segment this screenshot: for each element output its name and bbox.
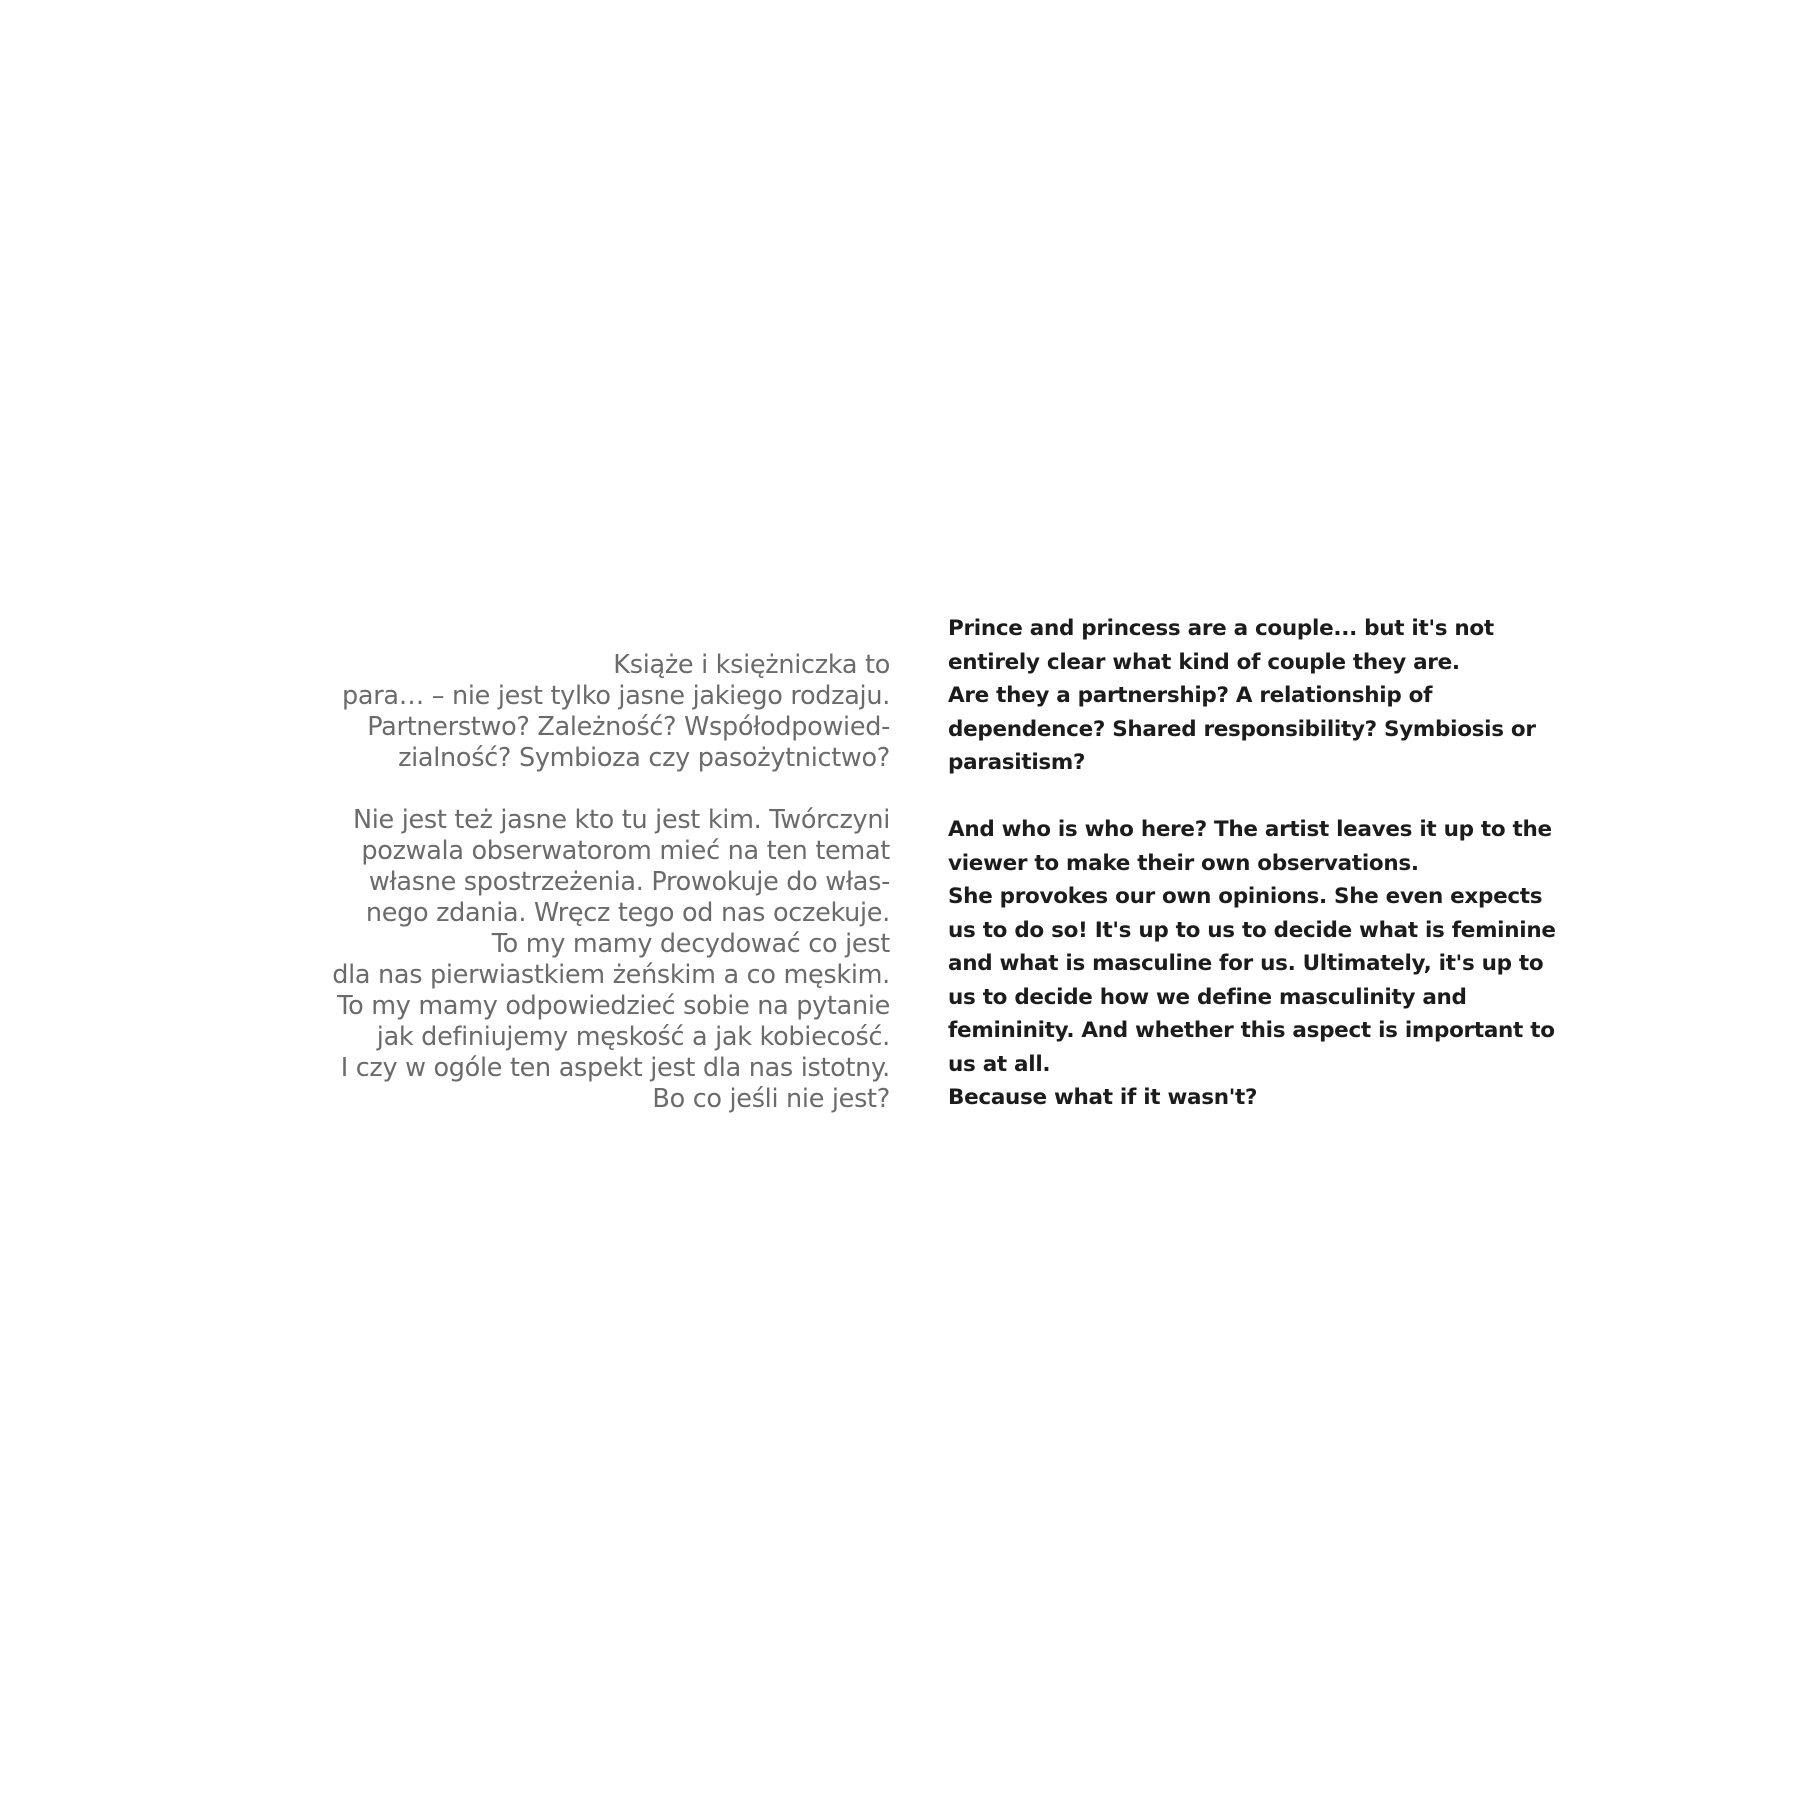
text-line: entirely clear what kind of couple they are. (948, 649, 1460, 675)
english-text-column (948, 612, 1556, 1115)
text-line: nego zdania. Wręcz tego od nas oczekuje. (365, 898, 890, 928)
text-line: And who is who here? The artist leaves it up to the (948, 817, 1552, 842)
text-line: To my mamy decydować co jest (491, 929, 890, 959)
text-line: us to do so! It's up to us to decide what is feminine (948, 917, 1556, 943)
english-paragraph-1 (948, 612, 1536, 780)
text-line: Partnerstwo? Zależność? Współodpowied- (367, 712, 890, 742)
text-line: Nie jest też jasne kto tu jest kim. Twórczyni (352, 805, 890, 835)
text-line: Are they a partnership? A relationship of (948, 683, 1433, 708)
polish-paragraph-2 (300, 805, 890, 1115)
text-line: para… – nie jest tylko jasne jakiego rodzaju. (342, 681, 890, 711)
text-line: femininity. And whether this aspect is important to (948, 1018, 1555, 1043)
text-line: dependence? Shared responsibility? Symbiosis or (948, 716, 1536, 742)
text-line: I czy w ogóle ten aspekt jest dla nas istotny. (340, 1053, 890, 1083)
text-line: zialność? Symbioza czy pasożytnictwo? (398, 743, 890, 773)
paragraph-spacer (948, 780, 1508, 814)
paragraph-spacer (300, 774, 890, 805)
text-line: parasitism? (948, 750, 1086, 775)
text-line: Książe i księżniczka to (613, 650, 890, 680)
text-line: us at all. (948, 1051, 1051, 1077)
polish-text-column (300, 650, 890, 1115)
text-line: pozwala obserwatorom mieć na ten temat (361, 836, 890, 866)
text-line: Bo co jeśli nie jest? (652, 1084, 890, 1114)
text-line: jak definiujemy męskość a jak kobiecość. (376, 1022, 890, 1052)
text-line: Prince and princess are a couple... but it's not (948, 616, 1494, 641)
text-line: She provokes our own opinions. She even expects (948, 884, 1543, 909)
text-line: własne spostrzeżenia. Prowokuje do włas- (368, 867, 890, 897)
text-line: and what is masculine for us. Ultimately, it's up to (948, 951, 1544, 976)
text-line: Because what if it wasn't? (948, 1085, 1258, 1110)
text-line: us to decide how we define masculinity and (948, 984, 1467, 1010)
text-line: viewer to make their own observations. (948, 850, 1419, 876)
text-line: dla nas pierwiastkiem żeńskim a co męskim. (332, 960, 890, 990)
polish-paragraph-1 (300, 650, 890, 774)
text-line: To my mamy odpowiedzieć sobie na pytanie (337, 991, 890, 1021)
english-paragraph-2 (948, 813, 1556, 1115)
